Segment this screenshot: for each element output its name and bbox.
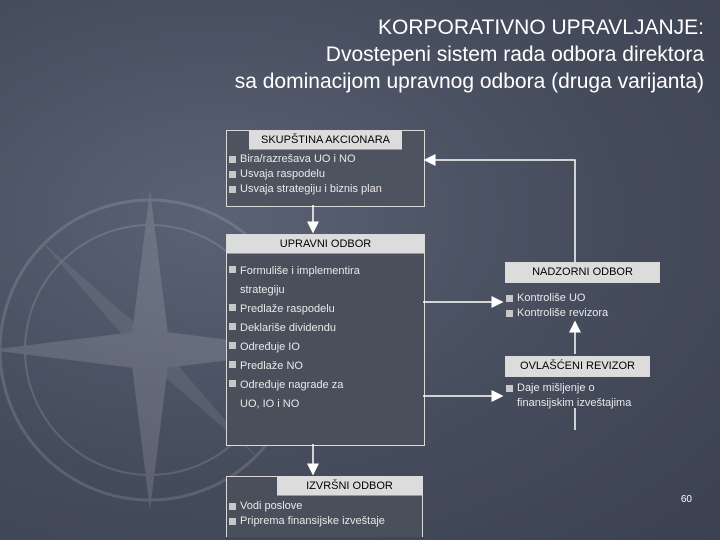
list-item: Određuje IO	[229, 338, 424, 357]
list-item: Vodi poslove	[229, 499, 422, 514]
auditor-title: OVLAŠĆENI REVIZOR	[505, 356, 650, 377]
list-item: Formuliše i implementira	[229, 262, 424, 281]
title-line-1: KORPORATIVNO UPRAVLJANJE:	[378, 16, 704, 39]
list-item: Daje mišljenje o	[506, 381, 665, 396]
list-item: Predlaže raspodelu	[229, 300, 424, 319]
page-number: 60	[680, 494, 692, 505]
executive-board-title: IZVRŠNI ODBOR	[277, 477, 422, 496]
title-line-2: Dvostepeni sistem rada odbora direktora	[325, 43, 704, 66]
list-item-continuation: strategiju	[240, 284, 285, 296]
assembly-title: SKUPŠTINA AKCIONARA	[249, 131, 402, 150]
list-item: Usvaja raspodelu	[229, 167, 424, 182]
title-line-3: sa dominacijom upravnog odbora (druga varijanta)	[234, 70, 704, 93]
list-item: Usvaja strategiju i biznis plan	[229, 182, 424, 197]
list-item: Deklariše dividendu	[229, 319, 424, 338]
list-item: Određuje nagrade za	[229, 376, 424, 395]
list-item: Priprema finansijske izveštaje	[229, 514, 422, 529]
management-board-title: UPRAVNI ODBOR	[227, 235, 424, 254]
list-item: Predlaže NO	[229, 357, 424, 376]
list-item: Kontroliše UO	[506, 291, 660, 306]
list-item: Bira/razrešava UO i NO	[229, 152, 424, 167]
arrow-supervisory-to-assembly	[425, 160, 575, 262]
list-item-continuation: UO, IO i NO	[240, 398, 300, 410]
list-item-continuation: finansijskim izveštajima	[517, 397, 632, 409]
list-item: Kontroliše revizora	[506, 306, 660, 321]
supervisory-board-title: NADZORNI ODBOR	[505, 262, 660, 283]
